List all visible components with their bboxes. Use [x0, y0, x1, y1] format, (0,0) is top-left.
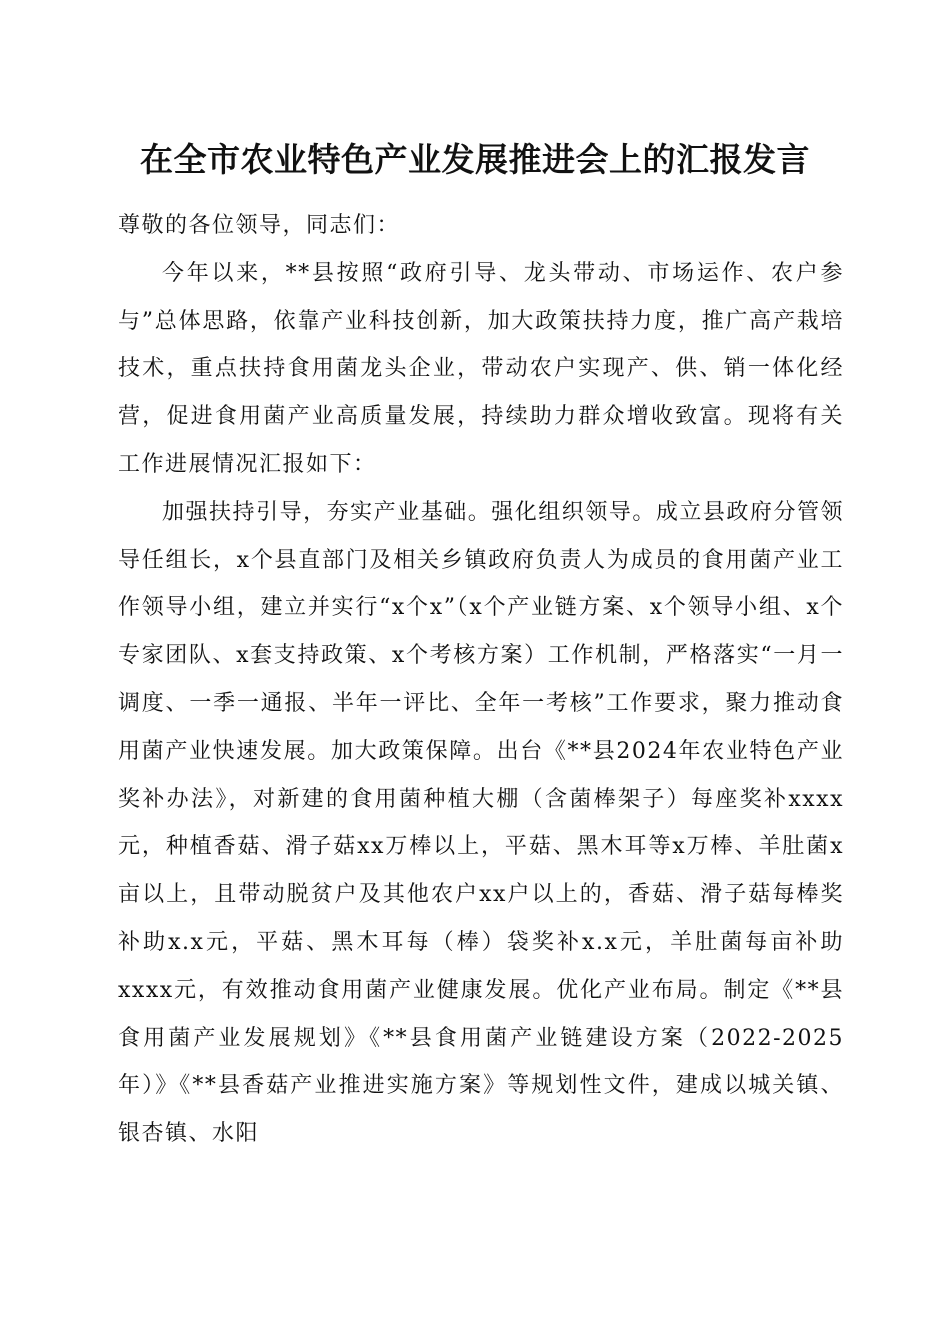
salutation: 尊敬的各位领导，同志们：: [118, 213, 401, 238]
document-title: 在全市农业特色产业发展推进会上的汇报发言: [140, 140, 810, 179]
document-body: [118, 202, 844, 1158]
paragraph-support-guidance: 加强扶持引导，夯实产业基础。强化组织领导。成立县政府分管领导任组长，x个县直部门及相关乡镇政府负责人为成员的食用菌产业工作领导小组，建立并实行“x个x”（x个产业链方案、x个领导小组、x个专家团队、x套支持政策、x个考核方案）工作机制，严格落实“一月一调度、一季一通报、半年一评比、全年一考核”工作要求，聚力推动食用菌产业快速发展。加大政策保障。出台《**县2024年农业特色产业奖补办法》，对新建的食用菌种植大棚（含菌棒架子）每座奖补xxxx元，种植香菇、滑子菇xx万棒以上，平菇、黑木耳等x万棒、羊肚菌x亩以上，且带动脱贫户及其他农户xx户以上的，香菇、滑子菇每棒奖补助x.x元，平菇、黑木耳每（棒）袋奖补x.x元，羊肚菌每亩补助xxxx元，有效推动食用菌产业健康发展。优化产业布局。制定《**县食用菌产业发展规划》《**县食用菌产业链建设方案（2022-2025年）》《**县香菇产业推进实施方案》等规划性文件，建成以城关镇、银杏镇、水阳: [118, 499, 844, 1147]
paragraph-intro: 今年以来，**县按照“政府引导、龙头带动、市场运作、农户参与”总体思路，依靠产业科技创新，加大政策扶持力度，推广高产栽培技术，重点扶持食用菌龙头企业，带动农户实现产、供、销一体化经营，促进食用菌产业高质量发展，持续助力群众增收致富。现将有关工作进展情况汇报如下：: [118, 260, 844, 477]
